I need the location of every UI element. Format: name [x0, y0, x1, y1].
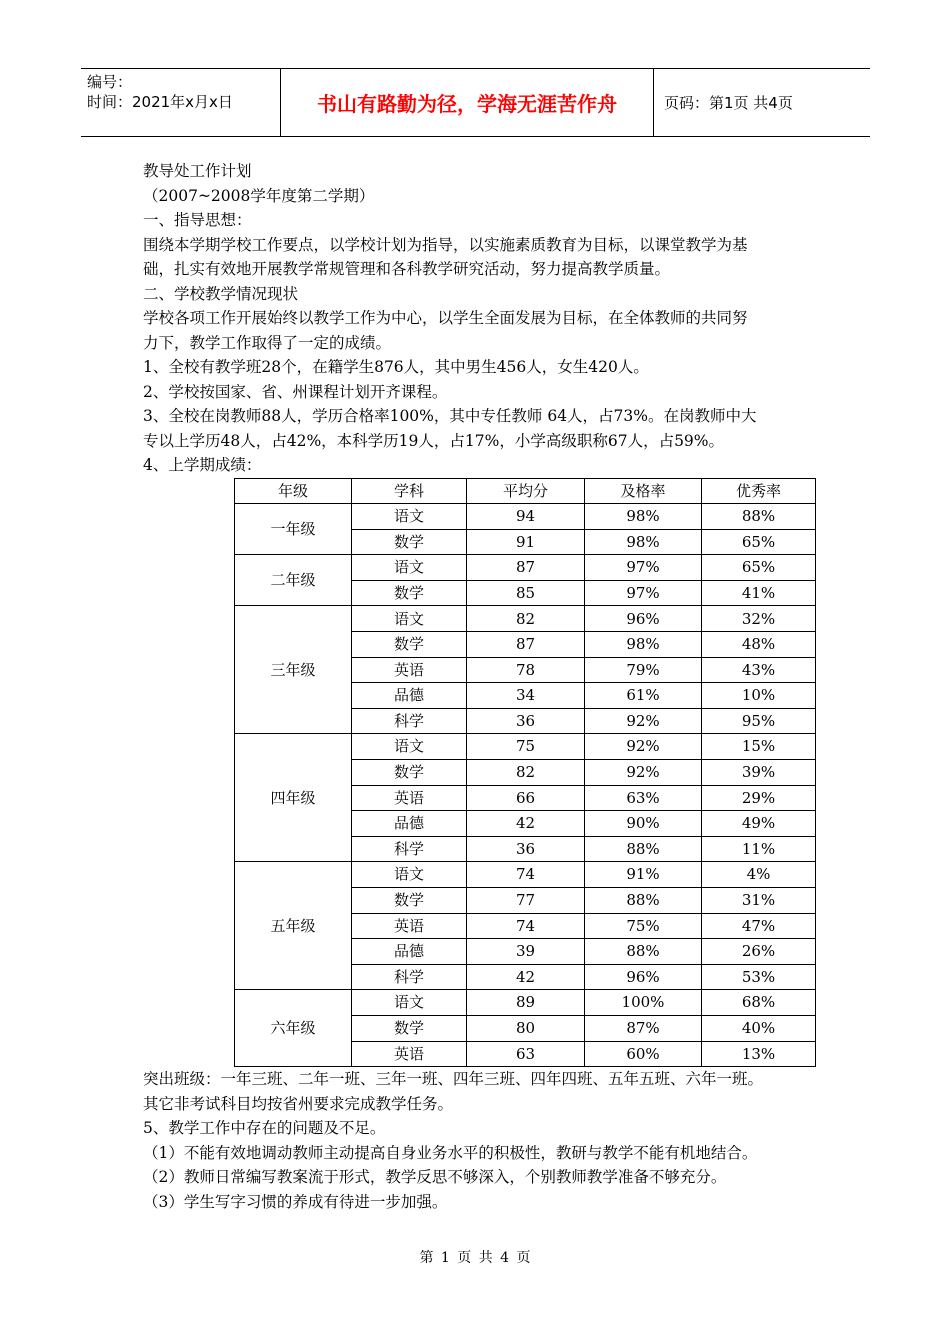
excellent-rate-cell: 95%: [702, 708, 816, 734]
excellent-rate-cell: 43%: [702, 657, 816, 683]
document-number-label: 编号：: [87, 73, 133, 91]
subject-cell: 数学: [352, 888, 467, 914]
average-cell: 74: [467, 913, 585, 939]
subject-cell: 语文: [352, 555, 467, 581]
excellent-rate-cell: 10%: [702, 683, 816, 709]
average-cell: 63: [467, 1041, 585, 1067]
subject-cell: 英语: [352, 1041, 467, 1067]
subject-cell: 语文: [352, 734, 467, 760]
excellent-rate-cell: 11%: [702, 836, 816, 862]
column-header: 平均分: [467, 478, 585, 504]
pass-rate-cell: 61%: [585, 683, 702, 709]
subject-cell: 科学: [352, 708, 467, 734]
list-item: （3）学生写字习惯的养成有待进一步加强。: [143, 1192, 448, 1211]
average-cell: 80: [467, 1015, 585, 1041]
pass-rate-cell: 60%: [585, 1041, 702, 1067]
subject-cell: 语文: [352, 504, 467, 530]
column-header: 学科: [352, 478, 467, 504]
column-header: 优秀率: [702, 478, 816, 504]
section-heading: 二、学校教学情况现状: [143, 284, 299, 303]
paragraph: 学校各项工作开展始终以教学工作为中心，以学生全面发展为目标，在全体教师的共同努: [143, 309, 748, 327]
pass-rate-cell: 92%: [585, 708, 702, 734]
list-item: 4、上学期成绩：: [143, 456, 262, 474]
subject-cell: 品德: [352, 683, 467, 709]
average-cell: 75: [467, 734, 585, 760]
excellent-rate-cell: 13%: [702, 1041, 816, 1067]
document-body: [143, 159, 823, 1214]
average-cell: 42: [467, 964, 585, 990]
subject-cell: 数学: [352, 1015, 467, 1041]
subject-cell: 数学: [352, 580, 467, 606]
grade-cell: 二年级: [235, 555, 352, 606]
list-item: 3、全校在岗教师88人，学历合格率100%，其中专任教师 64人，占73%。在岗教师中大: [143, 407, 757, 425]
paragraph: 力下，教学工作取得了一定的成绩。: [143, 333, 392, 352]
pass-rate-cell: 88%: [585, 888, 702, 914]
average-cell: 85: [467, 580, 585, 606]
average-cell: 82: [467, 606, 585, 632]
excellent-rate-cell: 65%: [702, 555, 816, 581]
average-cell: 87: [467, 632, 585, 658]
average-cell: 77: [467, 888, 585, 914]
grade-cell: 一年级: [235, 504, 352, 555]
scores-table: [234, 478, 816, 1068]
average-cell: 82: [467, 760, 585, 786]
list-item: （1）不能有效地调动教师主动提高自身业务水平的积极性，教研与教学不能有机地结合。: [143, 1143, 758, 1162]
pass-rate-cell: 63%: [585, 785, 702, 811]
pass-rate-cell: 87%: [585, 1015, 702, 1041]
pass-rate-cell: 75%: [585, 913, 702, 939]
list-item: （2）教师日常编写教案流于形式，教学反思不够深入，个别教师教学准备不够充分。: [143, 1168, 727, 1187]
pass-rate-cell: 88%: [585, 939, 702, 965]
average-cell: 39: [467, 939, 585, 965]
subject-cell: 英语: [352, 785, 467, 811]
page-footer: 第 1 页 共 4 页: [419, 1250, 531, 1266]
pass-rate-cell: 88%: [585, 836, 702, 862]
excellent-rate-cell: 26%: [702, 939, 816, 965]
subject-cell: 英语: [352, 913, 467, 939]
pass-rate-cell: 92%: [585, 734, 702, 760]
excellent-rate-cell: 39%: [702, 760, 816, 786]
pass-rate-cell: 92%: [585, 760, 702, 786]
excellent-rate-cell: 41%: [702, 580, 816, 606]
grade-cell: 六年级: [235, 990, 352, 1067]
pass-rate-cell: 98%: [585, 529, 702, 555]
average-cell: 66: [467, 785, 585, 811]
subject-cell: 品德: [352, 811, 467, 837]
table-row: [235, 606, 816, 632]
average-cell: 74: [467, 862, 585, 888]
pass-rate-cell: 91%: [585, 862, 702, 888]
average-cell: 91: [467, 529, 585, 555]
excellent-rate-cell: 32%: [702, 606, 816, 632]
list-item: 5、教学工作中存在的问题及不足。: [143, 1119, 386, 1138]
subject-cell: 语文: [352, 862, 467, 888]
subject-cell: 数学: [352, 632, 467, 658]
excellent-rate-cell: 29%: [702, 785, 816, 811]
pass-rate-cell: 97%: [585, 580, 702, 606]
average-cell: 87: [467, 555, 585, 581]
excellent-rate-cell: 53%: [702, 964, 816, 990]
average-cell: 34: [467, 683, 585, 709]
column-header: 年级: [235, 478, 352, 504]
header-motto: 书山有路勤为径，学海无涯苦作舟: [281, 69, 654, 136]
paragraph: 其它非考试科目均按省州要求完成教学任务。: [143, 1094, 454, 1113]
pass-rate-cell: 98%: [585, 632, 702, 658]
excellent-rate-cell: 4%: [702, 862, 816, 888]
subject-cell: 科学: [352, 964, 467, 990]
grade-cell: 五年级: [235, 862, 352, 990]
pass-rate-cell: 90%: [585, 811, 702, 837]
table-body: [235, 504, 816, 1067]
list-item: 专以上学历48人，占42%，本科学历19人，占17%，小学高级职称67人，占59%。: [143, 431, 725, 450]
table-row: [235, 555, 816, 581]
pass-rate-cell: 97%: [585, 555, 702, 581]
subject-cell: 英语: [352, 657, 467, 683]
excellent-rate-cell: 68%: [702, 990, 816, 1016]
table-row: [235, 734, 816, 760]
excellent-rate-cell: 31%: [702, 888, 816, 914]
average-cell: 36: [467, 708, 585, 734]
section-heading: 一、指导思想：: [143, 211, 252, 229]
pass-rate-cell: 96%: [585, 606, 702, 632]
subject-cell: 科学: [352, 836, 467, 862]
pass-rate-cell: 96%: [585, 964, 702, 990]
excellent-rate-cell: 15%: [702, 734, 816, 760]
average-cell: 89: [467, 990, 585, 1016]
pass-rate-cell: 100%: [585, 990, 702, 1016]
average-cell: 36: [467, 836, 585, 862]
page-header: [81, 68, 870, 137]
document-time-label: 时间：2021年x月x日: [87, 93, 233, 111]
average-cell: 78: [467, 657, 585, 683]
subject-cell: 数学: [352, 760, 467, 786]
paragraph: 础，扎实有效地开展教学常规管理和各科教学研究活动，努力提高教学质量。: [143, 260, 671, 278]
table-header-row: [235, 478, 816, 504]
paragraph: 围绕本学期学校工作要点，以学校计划为指导，以实施素质教育为目标，以课堂教学为基: [143, 235, 748, 254]
list-item: 2、学校按国家、省、州课程计划开齐课程。: [143, 382, 448, 401]
excellent-rate-cell: 47%: [702, 913, 816, 939]
excellent-rate-cell: 40%: [702, 1015, 816, 1041]
excellent-rate-cell: 49%: [702, 811, 816, 837]
average-cell: 94: [467, 504, 585, 530]
subject-cell: 语文: [352, 606, 467, 632]
column-header: 及格率: [585, 478, 702, 504]
document-title: 教导处工作计划: [143, 162, 252, 180]
table-row: [235, 504, 816, 530]
excellent-rate-cell: 88%: [702, 504, 816, 530]
subject-cell: 数学: [352, 529, 467, 555]
pass-rate-cell: 79%: [585, 657, 702, 683]
list-item: 1、全校有教学班28个，在籍学生876人，其中男生456人，女生420人。: [143, 358, 649, 376]
subject-cell: 语文: [352, 990, 467, 1016]
table-row: [235, 990, 816, 1016]
excellent-rate-cell: 65%: [702, 529, 816, 555]
table-row: [235, 862, 816, 888]
document-subtitle: （2007~2008学年度第二学期）: [143, 186, 375, 205]
grade-cell: 四年级: [235, 734, 352, 862]
average-cell: 42: [467, 811, 585, 837]
pass-rate-cell: 98%: [585, 504, 702, 530]
excellent-rate-cell: 48%: [702, 632, 816, 658]
grade-cell: 三年级: [235, 606, 352, 734]
header-page-number: 页码：第1页 共4页: [664, 94, 793, 112]
header-meta: [81, 69, 281, 136]
subject-cell: 品德: [352, 939, 467, 965]
paragraph: 突出班级：一年三班、二年一班、三年一班、四年三班、四年四班、五年五班、六年一班。: [143, 1070, 764, 1089]
